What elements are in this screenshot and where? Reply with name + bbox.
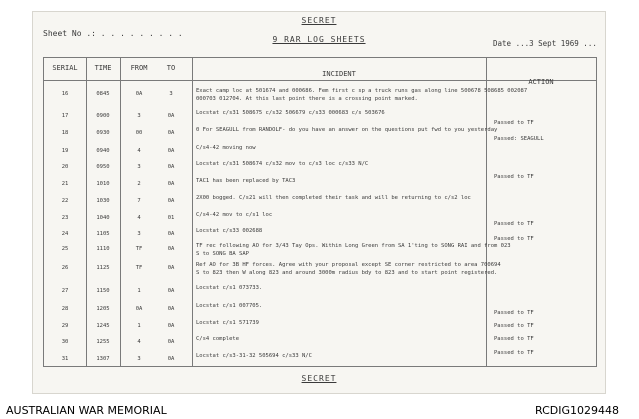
log-table	[43, 57, 597, 367]
row-serial: 24	[61, 231, 69, 237]
row-incident-line: S to SONG BA SAP	[196, 251, 249, 257]
row-to: 0A	[167, 130, 175, 136]
col-divider	[120, 58, 121, 366]
row-incident-line: 000703 012704. At this last point there is a crossing point marked.	[196, 96, 418, 102]
row-from: 3	[137, 164, 141, 170]
row-incident-line: Locstat c/s1 007705.	[196, 303, 263, 309]
archive-reference: RCDIG1029448	[535, 404, 620, 417]
col-divider	[86, 58, 87, 366]
row-time: 1110	[96, 246, 110, 252]
row-from: TF	[135, 246, 143, 252]
row-action: Passed to TF	[494, 336, 534, 342]
row-action: Passed to TF	[494, 310, 534, 316]
row-to: 0A	[167, 306, 175, 312]
row-incident-line: Locstat c/s1 571739	[196, 320, 259, 326]
row-incident-line: Ref AO for 3B HF forces. Agree with your proposal except SE corner restricted to area 700694	[196, 262, 501, 268]
sheet-number: Sheet No .: . . . . . . . . .	[43, 29, 183, 38]
row-incident-line: S to 823 then W along 823 and around 3000m radius bdy to 823 and to start point registered.	[196, 270, 498, 276]
row-to: 0A	[167, 164, 175, 170]
row-from: 00	[135, 130, 143, 136]
row-action: Passed to TF	[494, 350, 534, 356]
row-from: 3	[137, 356, 141, 362]
row-time: 0950	[96, 164, 110, 170]
row-serial: 20	[61, 164, 69, 170]
row-serial: 16	[61, 91, 69, 97]
row-to: 0A	[167, 148, 175, 154]
row-serial: 19	[61, 148, 69, 154]
row-from: 3	[137, 231, 141, 237]
col-header-action: ACTION	[528, 78, 554, 86]
row-time: 1255	[96, 339, 110, 345]
row-to: 0A	[167, 231, 175, 237]
col-header-incident: INCIDENT	[322, 70, 356, 78]
row-incident-line: C/s4-42 moving now	[196, 145, 256, 151]
row-action: Passed to TF	[494, 120, 534, 126]
col-divider	[192, 58, 193, 366]
row-to: 0A	[167, 339, 175, 345]
col-header-to: TO	[166, 64, 176, 72]
row-to: 3	[169, 91, 173, 97]
row-time: 1150	[96, 288, 110, 294]
row-to: 0A	[167, 288, 175, 294]
row-serial: 26	[61, 265, 69, 271]
row-incident-line: TF rec following AO for 3/43 Tay Ops. Within Long Green from SA 1'ting to SONG RAI and from 023	[196, 243, 511, 249]
row-to: 0A	[167, 181, 175, 187]
bottom-security-marking: SECRET	[301, 374, 337, 383]
col-header-from: FROM	[130, 64, 148, 72]
row-incident-line: Locstat c/s31 508675 c/s32 506679 c/s33 000683 c/s 503676	[196, 110, 385, 116]
row-incident-line: C/s4-42 mov to c/s1 loc	[196, 212, 273, 218]
row-from: 0A	[135, 91, 143, 97]
row-action: Passed to TF	[494, 221, 534, 227]
row-to: 0A	[167, 113, 175, 119]
col-header-time: TIME	[94, 64, 112, 72]
row-time: 0940	[96, 148, 110, 154]
row-action: Passed to TF	[494, 174, 534, 180]
row-serial: 27	[61, 288, 69, 294]
archive-credit: AUSTRALIAN WAR MEMORIAL	[6, 404, 167, 417]
top-security-marking: SECRET	[301, 16, 337, 25]
row-time: 0930	[96, 130, 110, 136]
row-time: 1030	[96, 198, 110, 204]
row-incident-line: Locstat c/s31 508674 c/s32 mov to c/s3 loc c/s33 N/C	[196, 161, 369, 167]
row-serial: 18	[61, 130, 69, 136]
row-incident-line: Exact camp loc at 501674 and 000686. Fem first c sp a truck runs gas along line 500678 508685 002087	[196, 88, 528, 94]
row-from: 7	[137, 198, 141, 204]
log-date: Date ...3 Sept 1969 ...	[493, 39, 597, 48]
row-incident-line: TAC1 has been replaced by TAC3	[196, 178, 296, 184]
row-incident-line: 0 For SEAGULL from RANDOLF- do you have an answer on the questions put fwd to you yesterday	[196, 127, 498, 133]
row-serial: 31	[61, 356, 69, 362]
row-from: 2	[137, 181, 141, 187]
col-divider	[486, 58, 487, 366]
row-from: 3	[137, 113, 141, 119]
row-from: 4	[137, 339, 141, 345]
row-serial: 29	[61, 323, 69, 329]
row-serial: 22	[61, 198, 69, 204]
row-time: 1040	[96, 215, 110, 221]
row-action: Passed: SEAGULL	[494, 136, 544, 142]
row-time: 1105	[96, 231, 110, 237]
row-from: 4	[137, 148, 141, 154]
row-time: 0900	[96, 113, 110, 119]
log-sheet-paper	[32, 11, 606, 394]
row-time: 1205	[96, 306, 110, 312]
row-to: 0A	[167, 265, 175, 271]
row-from: 1	[137, 323, 141, 329]
row-time: 1307	[96, 356, 110, 362]
row-to: 0A	[167, 246, 175, 252]
row-incident-line: Locstat c/s1 073733.	[196, 285, 263, 291]
row-serial: 25	[61, 246, 69, 252]
row-incident-line: Locstat c/s33 002688	[196, 228, 263, 234]
row-from: 4	[137, 215, 141, 221]
row-from: TF	[135, 265, 143, 271]
row-serial: 28	[61, 306, 69, 312]
row-incident-line: 2X00 bogged. C/s21 will then completed their task and will be returning to c/s2 loc	[196, 195, 471, 201]
row-time: 1125	[96, 265, 110, 271]
row-time: 1010	[96, 181, 110, 187]
row-serial: 23	[61, 215, 69, 221]
row-serial: 17	[61, 113, 69, 119]
row-to: 0A	[167, 198, 175, 204]
row-from: 1	[137, 288, 141, 294]
row-incident-line: C/s4 complete	[196, 336, 240, 342]
row-from: 0A	[135, 306, 143, 312]
row-action: Passed to TF	[494, 323, 534, 329]
row-to: 01	[167, 215, 175, 221]
row-time: 0845	[96, 91, 110, 97]
log-title: 9 RAR LOG SHEETS	[272, 35, 366, 44]
row-serial: 30	[61, 339, 69, 345]
row-to: 0A	[167, 356, 175, 362]
row-to: 0A	[167, 323, 175, 329]
col-header-serial: SERIAL	[52, 64, 78, 72]
row-action: Passed to TF	[494, 236, 534, 242]
row-incident-line: Locstat c/s3-31-32 505694 c/s33 N/C	[196, 353, 312, 359]
row-time: 1245	[96, 323, 110, 329]
row-serial: 21	[61, 181, 69, 187]
